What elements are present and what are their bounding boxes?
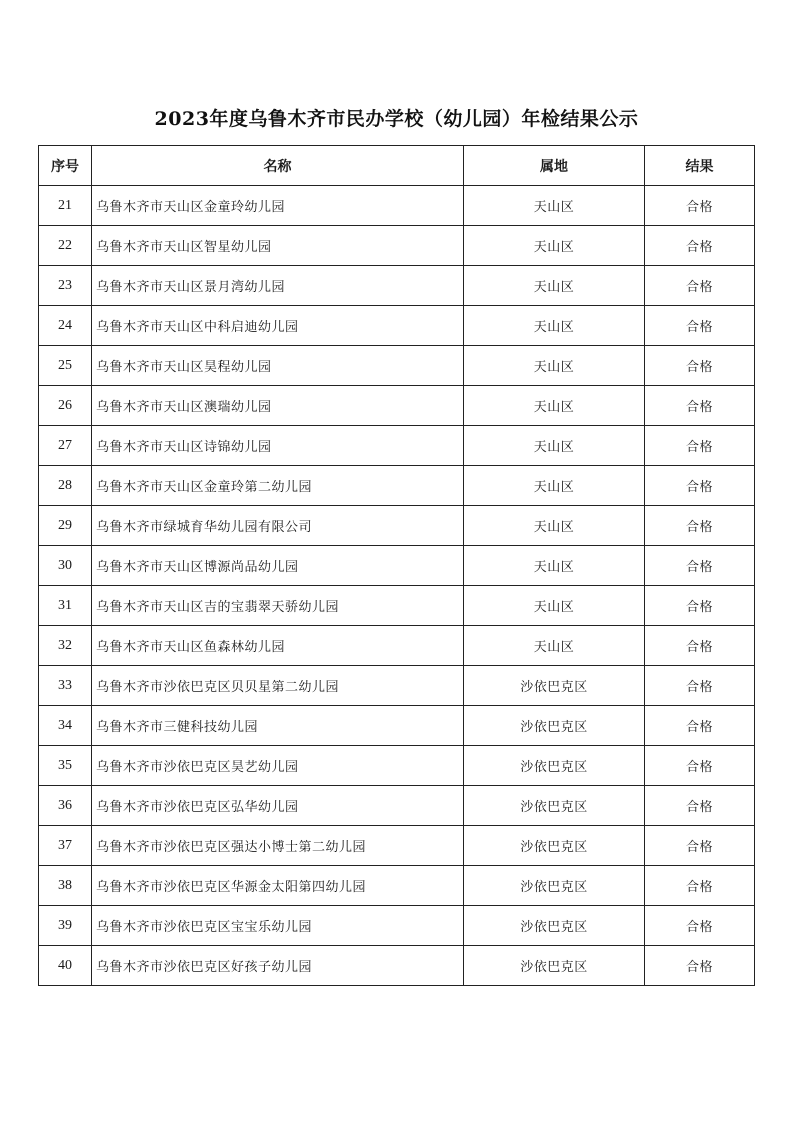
- result-cell: 合格: [645, 746, 755, 786]
- kindergarten-name-cell: 乌鲁木齐市天山区诗锦幼儿园: [92, 426, 464, 466]
- kindergarten-name-cell: 乌鲁木齐市天山区博源尚品幼儿园: [92, 546, 464, 586]
- row-number-cell: 32: [39, 626, 92, 666]
- result-cell: 合格: [645, 866, 755, 906]
- row-number-cell: 22: [39, 226, 92, 266]
- table-row: [39, 506, 755, 546]
- location-cell: 天山区: [464, 386, 645, 426]
- table-row: [39, 266, 755, 306]
- results-table: [38, 145, 755, 986]
- row-number-cell: 37: [39, 826, 92, 866]
- kindergarten-name-cell: 乌鲁木齐市绿城育华幼儿园有限公司: [92, 506, 464, 546]
- result-cell: 合格: [645, 946, 755, 986]
- result-cell: 合格: [645, 226, 755, 266]
- location-cell: 沙依巴克区: [464, 666, 645, 706]
- result-cell: 合格: [645, 306, 755, 346]
- table-row: [39, 546, 755, 586]
- location-cell: 天山区: [464, 546, 645, 586]
- kindergarten-name-cell: 乌鲁木齐市天山区景月湾幼儿园: [92, 266, 464, 306]
- table-row: [39, 706, 755, 746]
- location-cell: 沙依巴克区: [464, 866, 645, 906]
- kindergarten-name-cell: 乌鲁木齐市天山区中科启迪幼儿园: [92, 306, 464, 346]
- row-number-cell: 28: [39, 466, 92, 506]
- table-row: [39, 306, 755, 346]
- kindergarten-name-cell: 乌鲁木齐市天山区鱼森林幼儿园: [92, 626, 464, 666]
- table-row: [39, 746, 755, 786]
- location-cell: 沙依巴克区: [464, 906, 645, 946]
- result-cell: 合格: [645, 626, 755, 666]
- table-row: [39, 826, 755, 866]
- table-row: [39, 786, 755, 826]
- location-cell: 天山区: [464, 466, 645, 506]
- row-number-cell: 25: [39, 346, 92, 386]
- kindergarten-name-cell: 乌鲁木齐市天山区智星幼儿园: [92, 226, 464, 266]
- result-cell: 合格: [645, 186, 755, 226]
- column-header-name: 名称: [92, 146, 464, 186]
- result-cell: 合格: [645, 546, 755, 586]
- kindergarten-name-cell: 乌鲁木齐市沙依巴克区宝宝乐幼儿园: [92, 906, 464, 946]
- location-cell: 沙依巴克区: [464, 746, 645, 786]
- kindergarten-name-cell: 乌鲁木齐市天山区金童玲幼儿园: [92, 186, 464, 226]
- table-row: [39, 866, 755, 906]
- result-cell: 合格: [645, 386, 755, 426]
- row-number-cell: 34: [39, 706, 92, 746]
- row-number-cell: 35: [39, 746, 92, 786]
- row-number-cell: 24: [39, 306, 92, 346]
- result-cell: 合格: [645, 906, 755, 946]
- kindergarten-name-cell: 乌鲁木齐市天山区澳瑞幼儿园: [92, 386, 464, 426]
- location-cell: 天山区: [464, 186, 645, 226]
- location-cell: 天山区: [464, 266, 645, 306]
- kindergarten-name-cell: 乌鲁木齐市沙依巴克区华源金太阳第四幼儿园: [92, 866, 464, 906]
- result-cell: 合格: [645, 666, 755, 706]
- result-cell: 合格: [645, 346, 755, 386]
- row-number-cell: 39: [39, 906, 92, 946]
- column-header-no: 序号: [39, 146, 92, 186]
- row-number-cell: 29: [39, 506, 92, 546]
- table-row: [39, 426, 755, 466]
- column-header-result: 结果: [645, 146, 755, 186]
- table-row: [39, 386, 755, 426]
- result-cell: 合格: [645, 506, 755, 546]
- row-number-cell: 23: [39, 266, 92, 306]
- table-row: [39, 346, 755, 386]
- kindergarten-name-cell: 乌鲁木齐市三健科技幼儿园: [92, 706, 464, 746]
- row-number-cell: 26: [39, 386, 92, 426]
- row-number-cell: 38: [39, 866, 92, 906]
- row-number-cell: 31: [39, 586, 92, 626]
- page-title: 2023年度乌鲁木齐市民办学校（幼儿园）年检结果公示: [154, 108, 639, 130]
- row-number-cell: 30: [39, 546, 92, 586]
- location-cell: 沙依巴克区: [464, 786, 645, 826]
- location-cell: 天山区: [464, 226, 645, 266]
- kindergarten-name-cell: 乌鲁木齐市沙依巴克区好孩子幼儿园: [92, 946, 464, 986]
- table-row: [39, 946, 755, 986]
- location-cell: 沙依巴克区: [464, 826, 645, 866]
- location-cell: 天山区: [464, 626, 645, 666]
- kindergarten-name-cell: 乌鲁木齐市天山区昊程幼儿园: [92, 346, 464, 386]
- column-header-location: 属地: [464, 146, 645, 186]
- table-row: [39, 586, 755, 626]
- row-number-cell: 36: [39, 786, 92, 826]
- table-row: [39, 906, 755, 946]
- kindergarten-name-cell: 乌鲁木齐市沙依巴克区强达小博士第二幼儿园: [92, 826, 464, 866]
- location-cell: 沙依巴克区: [464, 946, 645, 986]
- table-row: [39, 186, 755, 226]
- kindergarten-name-cell: 乌鲁木齐市天山区金童玲第二幼儿园: [92, 466, 464, 506]
- kindergarten-name-cell: 乌鲁木齐市沙依巴克区昊艺幼儿园: [92, 746, 464, 786]
- table-row: [39, 226, 755, 266]
- result-cell: 合格: [645, 826, 755, 866]
- location-cell: 天山区: [464, 346, 645, 386]
- result-cell: 合格: [645, 586, 755, 626]
- result-cell: 合格: [645, 426, 755, 466]
- table-body: [39, 186, 755, 986]
- result-cell: 合格: [645, 786, 755, 826]
- table-row: [39, 466, 755, 506]
- location-cell: 天山区: [464, 306, 645, 346]
- row-number-cell: 21: [39, 186, 92, 226]
- location-cell: 天山区: [464, 506, 645, 546]
- result-cell: 合格: [645, 706, 755, 746]
- row-number-cell: 40: [39, 946, 92, 986]
- result-cell: 合格: [645, 266, 755, 306]
- kindergarten-name-cell: 乌鲁木齐市天山区吉的宝翡翠天骄幼儿园: [92, 586, 464, 626]
- row-number-cell: 33: [39, 666, 92, 706]
- result-cell: 合格: [645, 466, 755, 506]
- table-row: [39, 626, 755, 666]
- location-cell: 沙依巴克区: [464, 706, 645, 746]
- kindergarten-name-cell: 乌鲁木齐市沙依巴克区弘华幼儿园: [92, 786, 464, 826]
- table-header-row: [39, 146, 755, 186]
- location-cell: 天山区: [464, 426, 645, 466]
- location-cell: 天山区: [464, 586, 645, 626]
- kindergarten-name-cell: 乌鲁木齐市沙依巴克区贝贝星第二幼儿园: [92, 666, 464, 706]
- table-row: [39, 666, 755, 706]
- row-number-cell: 27: [39, 426, 92, 466]
